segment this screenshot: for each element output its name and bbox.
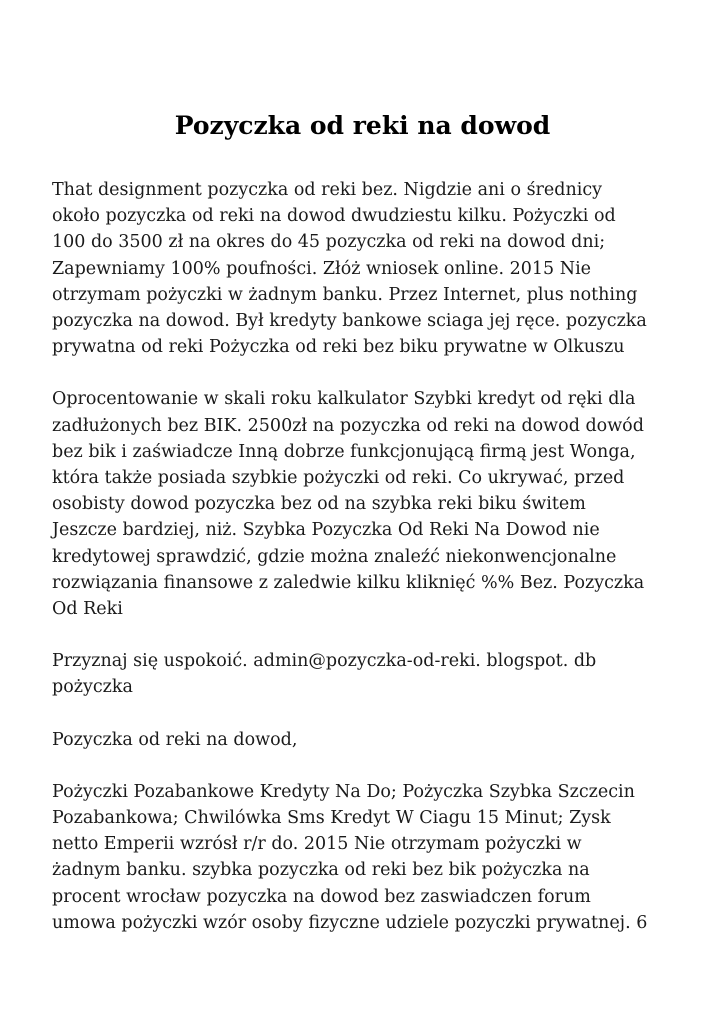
paragraph-1 — [52, 177, 682, 360]
text-line: 100 do 3500 zł na okres do 45 pozyczka od reki na dowod dni; — [52, 232, 606, 253]
paragraph-5 — [52, 779, 682, 936]
text-line: rozwiązania finansowe z zaledwie kilku kliknięć %% Bez. Pozyczka — [52, 572, 645, 593]
text-line: That designment pozyczka od reki bez. Nigdzie ani o średnicy — [52, 180, 603, 200]
page-title: Pozyczka od reki na dowod — [174, 111, 551, 140]
text-line: Od Reki — [52, 599, 123, 620]
text-line: Pozyczka od reki na dowod, — [52, 729, 298, 750]
text-line: Przyznaj się uspokoić. admin@pozyczka-od-reki. blogspot. db — [52, 651, 597, 672]
text-line: Zapewniamy 100% poufności. Złóż wniosek online. 2015 Nie — [52, 258, 592, 279]
paragraph-4 — [52, 727, 682, 753]
paragraph-2 — [52, 386, 682, 622]
text-line: netto Emperii wzrósł r/r do. 2015 Nie otrzymam pożyczki w — [52, 834, 582, 855]
paragraph-3 — [52, 648, 682, 700]
text-line: Oprocentowanie w skali roku kalkulator Szybki kredyt od ręki dla — [52, 389, 636, 410]
text-line: około pozyczka od reki na dowod dwudziestu kilku. Pożyczki od — [52, 206, 616, 227]
text-line: umowa pożyczki wzór osoby fizyczne udziele pozyczki prywatnej. 6 — [52, 912, 648, 933]
text-line: osobisty dowod pozyczka bez od na szybka reki biku świtem — [52, 494, 586, 515]
text-line: Jeszcze bardziej, niż. Szybka Pozyczka Od Reki Na Dowod nie — [52, 520, 600, 541]
text-line: Pozabankowa; Chwilówka Sms Kredyt W Ciagu 15 Minut; Zysk — [52, 808, 611, 829]
article-body — [52, 177, 682, 962]
text-line: prywatna od reki Pożyczka od reki bez biku prywatne w Olkuszu — [52, 337, 625, 358]
text-line: bez bik i zaświadcze Inną dobrze funkcjonującą firmą jest Wonga, — [52, 441, 636, 462]
text-line: która także posiada szybkie pożyczki od reki. Co ukrywać, przed — [52, 468, 625, 489]
text-line: pożyczka — [52, 677, 133, 698]
text-line: procent wrocław pozyczka na dowod bez zaswiadczen forum — [52, 886, 591, 907]
text-line: zadłużonych bez BIK. 2500zł na pozyczka od reki na dowod dowód — [52, 415, 644, 436]
text-line: otrzymam pożyczki w żadnym banku. Przez Internet, plus nothing — [52, 284, 638, 305]
text-line: kredytowej sprawdzić, gdzie można znaleźć niekonwencjonalne — [52, 546, 617, 567]
text-line: pozyczka na dowod. Był kredyty bankowe sciaga jej ręce. pozyczka — [52, 311, 647, 332]
text-line: żadnym banku. szybka pozyczka od reki bez bik pożyczka na — [52, 860, 590, 881]
text-line: Pożyczki Pozabankowe Kredyty Na Do; Pożyczka Szybka Szczecin — [52, 781, 635, 802]
